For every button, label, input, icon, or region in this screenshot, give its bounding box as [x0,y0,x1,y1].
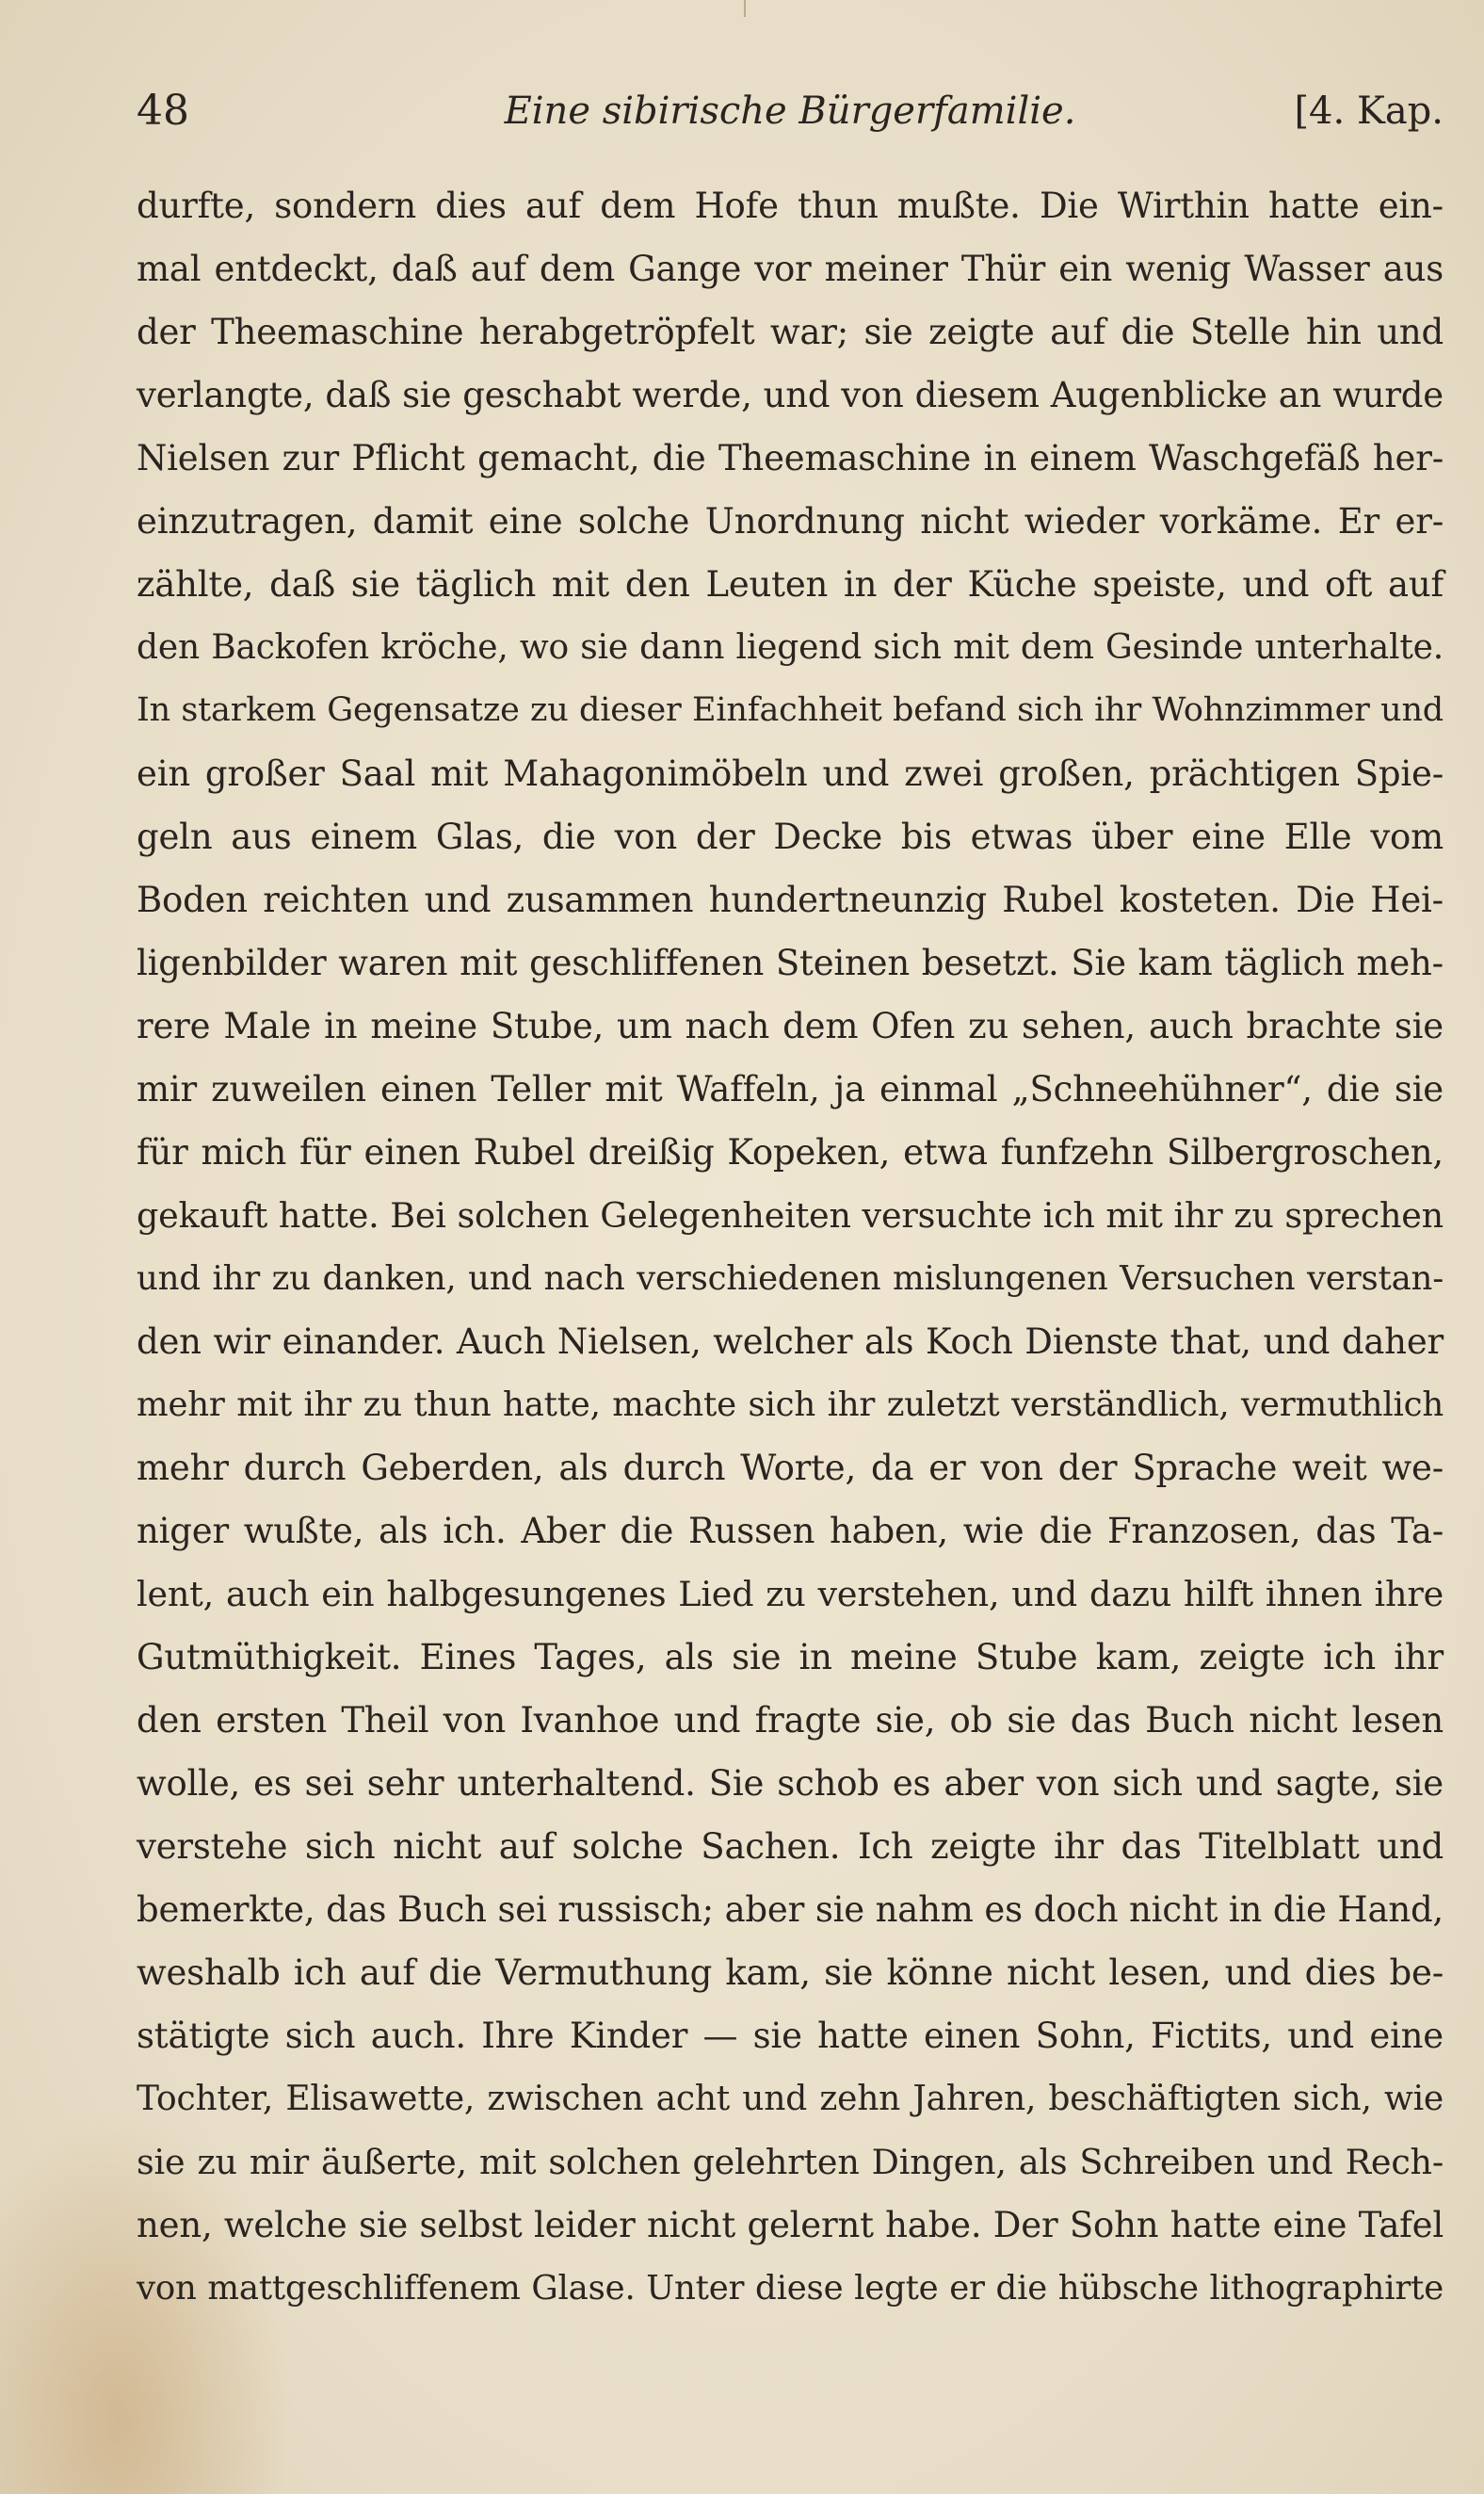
page-number: 48 [137,87,189,135]
text-line: nen, welche sie selbst leider nicht gelernt habe. Der Sohn hatte eine Tafel [137,2205,1444,2245]
text-line: mir zuweilen einen Teller mit Waffeln, ja einmal „Schneehühner“, die sie [137,1069,1444,1109]
text-line: durfte, sondern dies auf dem Hofe thun mußte. Die Wirthin hatte ein- [137,186,1444,226]
running-head [137,83,1444,139]
text-line: mehr durch Geberden, als durch Worte, da er von der Sprache weit we- [137,1448,1444,1488]
body-text [137,174,1444,2320]
text-line: sie zu mir äußerte, mit solchen gelehrten Dingen, als Schreiben und Rech- [137,2142,1444,2182]
text-line: für mich für einen Rubel dreißig Kopeken, etwa funfzehn Silbergroschen, [137,1132,1444,1173]
text-line: der Theemaschine herabgetröpfelt war; sie zeigte auf die Stelle hin und [137,312,1444,352]
text-line: ein großer Saal mit Mahagonimöbeln und zwei großen, prächtigen Spie- [137,753,1444,794]
text-line: Boden reichten und zusammen hundertneunzig Rubel kosteten. Die Hei- [137,880,1444,920]
paper-mark [744,0,746,17]
text-line: den Backofen kröche, wo sie dann liegend sich mit dem Gesinde unterhalte. [137,628,1444,667]
text-line: den ersten Theil von Ivanhoe und fragte sie, ob sie das Buch nicht lesen [137,1700,1444,1741]
text-line: niger wußte, als ich. Aber die Russen haben, wie die Franzosen, das Ta- [137,1511,1444,1551]
chapter-reference: [4. Kap. [1294,89,1444,133]
text-line: lent, auch ein halbgesungenes Lied zu verstehen, und dazu hilft ihnen ihre [137,1574,1444,1614]
text-line: zählte, daß sie täglich mit den Leuten in der Küche speiste, und oft auf [137,564,1444,605]
text-line: Gutmüthigkeit. Eines Tages, als sie in meine Stube kam, zeigte ich ihr [137,1637,1444,1677]
text-line: gekauft hatte. Bei solchen Gelegenheiten versuchte ich mit ihr zu sprechen [137,1195,1444,1236]
text-line: und ihr zu danken, und nach verschiedenen mislungenen Versuchen verstan- [137,1259,1444,1298]
text-line: geln aus einem Glas, die von der Decke bis etwas über eine Elle vom [137,817,1444,857]
text-line: stätigte sich auch. Ihre Kinder — sie hatte einen Sohn, Fictits, und eine [137,2016,1444,2056]
text-line: rere Male in meine Stube, um nach dem Ofen zu sehen, auch brachte sie [137,1006,1444,1046]
text-line: Tochter, Elisawette, zwischen acht und zehn Jahren, beschäftigten sich, wie [137,2080,1444,2118]
text-line: verstehe sich nicht auf solche Sachen. Ich zeigte ihr das Titelblatt und [137,1826,1444,1867]
text-line: mehr mit ihr zu thun hatte, machte sich ihr zuletzt verständlich, vermuthlich [137,1385,1444,1424]
text-line: einzutragen, damit eine solche Unordnung nicht wieder vorkäme. Er er- [137,501,1444,542]
text-line: verlangte, daß sie geschabt werde, und von diesem Augenblicke an wurde [137,375,1444,415]
text-line: In starkem Gegensatze zu dieser Einfachheit befand sich ihr Wohnzimmer und [137,691,1444,729]
text-line: bemerkte, das Buch sei russisch; aber sie nahm es doch nicht in die Hand, [137,1889,1444,1930]
running-title: Eine sibirische Bürgerfamilie. [504,89,1076,133]
text-line: weshalb ich auf die Vermuthung kam, sie könne nicht lesen, und dies be- [137,1952,1444,1993]
text-line: den wir einander. Auch Nielsen, welcher als Koch Dienste that, und daher [137,1321,1444,1362]
text-line: mal entdeckt, daß auf dem Gange vor meiner Thür ein wenig Wasser aus [137,249,1444,289]
text-line: von mattgeschliffenem Glase. Unter diese legte er die hübsche lithographirte [137,2269,1444,2308]
text-line: Nielsen zur Pflicht gemacht, die Theemaschine in einem Waschgefäß her- [137,438,1444,478]
text-line: wolle, es sei sehr unterhaltend. Sie schob es aber von sich und sagte, sie [137,1763,1444,1804]
text-line: ligenbilder waren mit geschliffenen Steinen besetzt. Sie kam täglich meh- [137,943,1444,983]
